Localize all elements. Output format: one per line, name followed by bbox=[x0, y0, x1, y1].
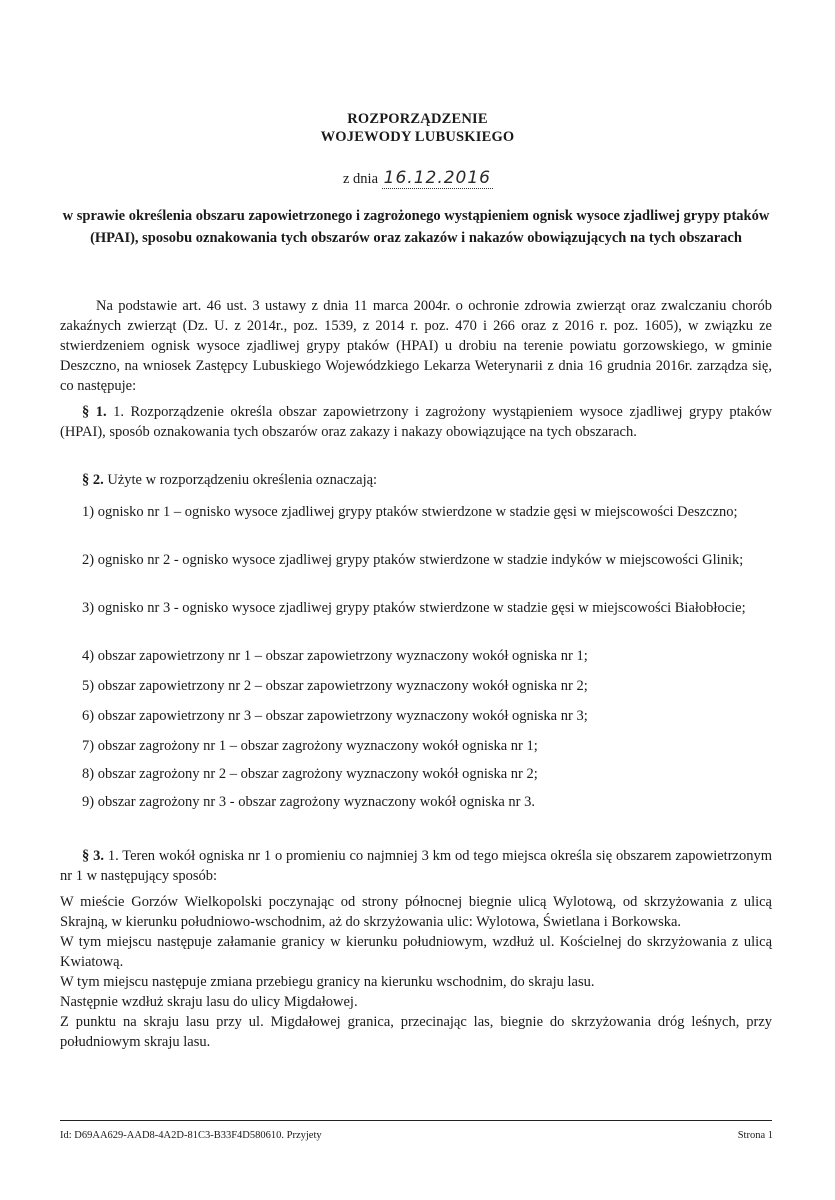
definition-item bbox=[60, 706, 772, 726]
boundary-line: W tym miejscu następuje załamanie granicy w kierunku południowym, wzdłuż ul. Kościelnej do skrzyżowania z ulicą Kwiatową. bbox=[60, 934, 772, 970]
definition-item bbox=[60, 502, 772, 522]
definition-item bbox=[60, 764, 772, 784]
document-id: Id: D69AA629-AAD8-4A2D-81C3-B33F4D580610. Przyjety bbox=[60, 1130, 322, 1141]
definition-text: 7) obszar zagrożony nr 1 – obszar zagrożony wyznaczony wokół ogniska nr 1; bbox=[82, 738, 538, 754]
definition-text: 4) obszar zapowietrzony nr 1 – obszar zapowietrzony wyznaczony wokół ogniska nr 1; bbox=[82, 648, 588, 664]
boundary-description bbox=[60, 892, 772, 1052]
paragraph-1-text: 1. Rozporządzenie określa obszar zapowietrzony i zagrożony wystąpieniem wysoce zjadliwej grypy ptaków (HPAI), sposób oznakowania tych obszarów oraz zakazy i nakazy obowiązujące na tych obszarach. bbox=[60, 404, 772, 440]
date-prefix: z dnia bbox=[343, 171, 379, 187]
definition-item bbox=[60, 792, 772, 812]
definition-text: 1) ognisko nr 1 – ognisko wysoce zjadliwej grypy ptaków stwierdzone w stadzie gęsi w miejscowości Deszczno; bbox=[82, 504, 738, 520]
regulation-subject: w sprawie określenia obszaru zapowietrzonego i zagrożonego wystąpieniem ognisk wysoce zjadliwej grypy ptaków (HPAI), sposobu oznakowania tych obszarów oraz zakazów i nakazów obowiązujących na tych obszarach bbox=[62, 208, 770, 246]
definition-item bbox=[60, 646, 772, 666]
boundary-line: Z punktu na skraju lasu przy ul. Migdałowej granica, przecinając las, biegnie do skrzyżowania dróg leśnych, przy południowym skraju lasu. bbox=[60, 1014, 772, 1050]
paragraph-2-intro bbox=[60, 470, 772, 490]
boundary-line: W tym miejscu następuje zmiana przebiegu granicy na kierunku wschodnim, do skraju lasu. bbox=[60, 974, 595, 990]
paragraph-2-text: Użyte w rozporządzeniu określenia oznaczają: bbox=[107, 472, 378, 488]
issue-date bbox=[343, 168, 493, 188]
paragraph-3-text: 1. Teren wokół ogniska nr 1 o promieniu co najmniej 3 km od tego miejsca określa się obszarem zapowietrzonym nr 1 w następujący sposób: bbox=[60, 848, 773, 884]
definition-text: 5) obszar zapowietrzony nr 2 – obszar zapowietrzony wyznaczony wokół ogniska nr 2; bbox=[82, 678, 588, 694]
definition-item bbox=[60, 598, 772, 618]
paragraph-3-intro bbox=[60, 846, 772, 886]
paragraph-2-label: § 2. bbox=[82, 472, 104, 488]
boundary-line: W mieście Gorzów Wielkopolski poczynając od strony północnej biegnie ulicą Wylotową, od skrzyżowania z ulicą Skrajną, w kierunku południowo-wschodnim, aż do skrzyżowania ulic: Wylotowa, Świetlana i Borkowska. bbox=[60, 894, 772, 930]
definition-text: 3) ognisko nr 3 - ognisko wysoce zjadliwej grypy ptaków stwierdzone w stadzie gęsi w miejscowości Białobłocie; bbox=[82, 600, 746, 616]
paragraph-1-label: § 1. bbox=[82, 404, 107, 420]
page-number: Strona 1 bbox=[737, 1130, 773, 1141]
paragraph-3-label: § 3. bbox=[82, 848, 104, 864]
footer-divider bbox=[60, 1120, 772, 1121]
definition-item bbox=[60, 676, 772, 696]
boundary-line: Następnie wzdłuż skraju lasu do ulicy Migdałowej. bbox=[60, 994, 358, 1010]
definition-item bbox=[60, 550, 772, 570]
preamble bbox=[60, 296, 772, 396]
document-title: ROZPORZĄDZENIE bbox=[347, 111, 488, 127]
issuer-title: WOJEWODY LUBUSKIEGO bbox=[320, 129, 515, 145]
definition-text: 9) obszar zagrożony nr 3 - obszar zagrożony wyznaczony wokół ogniska nr 3. bbox=[82, 794, 535, 810]
definition-text: 2) ognisko nr 2 - ognisko wysoce zjadliwej grypy ptaków stwierdzone w stadzie indyków w miejscowości Glinik; bbox=[82, 552, 744, 568]
definition-text: 6) obszar zapowietrzony nr 3 – obszar zapowietrzony wyznaczony wokół ogniska nr 3; bbox=[82, 708, 588, 724]
preamble-text: Na podstawie art. 46 ust. 3 ustawy z dnia 11 marca 2004r. o ochronie zdrowia zwierząt oraz zwalczaniu chorób zakaźnych zwierząt (Dz. U. z 2014r., poz. 1539, z 2014 r. poz. 470 i 266 oraz z 2016 r. poz. 1605), w związku ze stwierdzeniem ognisk wysoce zjadliwej grypy ptaków (HPAI) u drobiu na terenie powiatu gorzowskiego, w gminie Deszczno, na wniosek Zastępcy Lubuskiego Wojewódzkiego Lekarza Weterynarii z dnia 16 grudnia 2016r. zarządza się, co następuje: bbox=[60, 298, 772, 394]
paragraph-1 bbox=[60, 402, 772, 442]
definition-item bbox=[60, 736, 772, 756]
handwritten-date: 16.12.2016 bbox=[383, 168, 491, 188]
definition-text: 8) obszar zagrożony nr 2 – obszar zagrożony wyznaczony wokół ogniska nr 2; bbox=[82, 766, 538, 782]
